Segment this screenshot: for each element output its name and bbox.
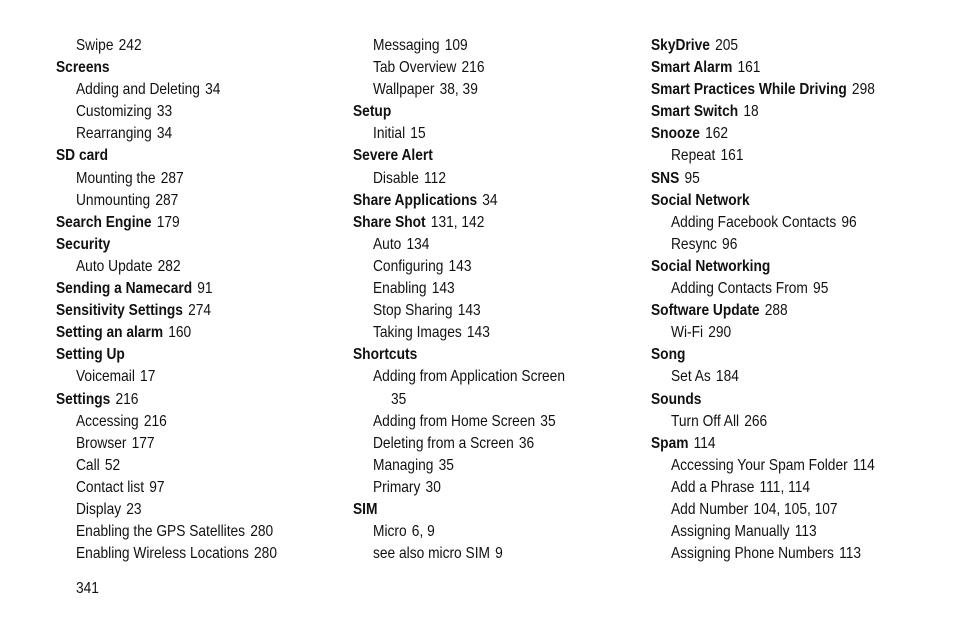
index-page-numbers: 205 <box>715 37 739 54</box>
index-page-numbers: 143 <box>448 257 472 275</box>
index-page-numbers: 274 <box>188 302 212 320</box>
index-subentry <box>373 477 605 499</box>
index-page-numbers: 6, 9 <box>411 523 435 541</box>
index-term: Sensitivity Settings <box>56 302 183 320</box>
index-page-numbers: 280 <box>254 545 277 563</box>
index-term: Security <box>56 235 111 253</box>
index-page-numbers: 131, 142 <box>430 213 485 231</box>
index-subentry <box>671 366 903 388</box>
index-entry <box>651 101 900 123</box>
index-page-numbers: 216 <box>143 412 167 430</box>
index-term: Software Update <box>651 302 760 320</box>
index-term: Configuring <box>373 257 444 275</box>
index-subentry <box>76 256 308 278</box>
index-subentry <box>373 521 605 543</box>
index-term: Deleting from a Screen <box>373 434 514 452</box>
page-number: 341 <box>76 580 99 597</box>
index-subentry <box>76 35 308 57</box>
index-page-numbers: 52 <box>104 456 121 474</box>
index-term: Enabling the GPS Satellites <box>76 523 246 541</box>
index-term: Tab Overview <box>373 59 457 77</box>
index-subentry <box>373 278 605 300</box>
index-subentry <box>76 433 308 455</box>
index-entry <box>353 101 602 123</box>
index-page-numbers: 35 <box>438 456 454 474</box>
index-term: Mounting the <box>76 169 156 187</box>
index-term: Add a Phrase <box>671 478 755 496</box>
index-subentry <box>76 190 308 212</box>
index-entry <box>353 344 602 366</box>
index-page-numbers: 104, 105, 107 <box>753 500 838 518</box>
index-subentry <box>671 521 903 543</box>
index-term: Unmounting <box>76 191 151 209</box>
index-term: Sending a Namecard <box>56 280 193 298</box>
index-term: Settings <box>56 390 111 408</box>
index-term: SkyDrive <box>651 37 710 54</box>
index-entry <box>353 190 602 212</box>
index-subentry <box>671 499 903 521</box>
index-term: Spam <box>651 434 689 452</box>
index-subentry <box>373 366 605 388</box>
index-column-1 <box>56 35 346 565</box>
index-entry <box>56 234 305 256</box>
index-term: see also micro SIM <box>373 545 491 563</box>
index-page-numbers: 114 <box>852 456 875 474</box>
index-term: Accessing Your Spam Folder <box>671 456 848 474</box>
index-page-numbers: 287 <box>160 169 184 187</box>
index-subentry <box>671 278 903 300</box>
index-term: Managing <box>373 456 434 474</box>
index-page-numbers: 96 <box>722 235 738 253</box>
index-term: Auto <box>373 235 402 253</box>
index-page-numbers: 97 <box>149 478 165 496</box>
index-subentry <box>373 234 605 256</box>
index-page-numbers: 134 <box>406 235 430 253</box>
index-entry <box>651 168 900 190</box>
index-term: Add Number <box>671 500 749 518</box>
index-term: SD card <box>56 147 109 165</box>
index-subentry <box>373 79 605 101</box>
index-entry <box>56 389 305 411</box>
index-subentry <box>671 455 903 477</box>
index-term: Social Networking <box>651 257 771 275</box>
index-term: Sounds <box>651 390 702 408</box>
index-entry <box>651 344 900 366</box>
index-column-3 <box>651 35 941 565</box>
index-term: Social Network <box>651 191 750 209</box>
index-subentry <box>671 212 903 234</box>
index-entry <box>353 499 602 521</box>
index-subentry <box>373 35 605 57</box>
index-entry <box>56 300 305 322</box>
index-term: Share Applications <box>353 191 478 209</box>
index-entry <box>651 300 900 322</box>
index-term: Repeat <box>671 147 716 165</box>
index-term: Song <box>651 346 686 364</box>
index-term: Stop Sharing <box>373 302 453 320</box>
index-subentry <box>373 256 605 278</box>
index-subentry <box>76 521 308 543</box>
index-page-numbers: 143 <box>431 280 455 298</box>
index-subentry <box>373 123 605 145</box>
index-page-numbers: 34 <box>156 125 173 143</box>
index-entry <box>651 433 900 455</box>
index-page-numbers: 160 <box>168 324 192 342</box>
index-subentry <box>671 322 903 344</box>
index-page-numbers: 287 <box>155 191 179 209</box>
index-subentry <box>76 411 308 433</box>
index-subentry <box>671 411 903 433</box>
index-page-numbers: 34 <box>482 191 498 209</box>
index-entry <box>651 123 900 145</box>
index-subentry <box>373 411 605 433</box>
index-term: Search Engine <box>56 213 152 231</box>
index-page-numbers: 17 <box>140 368 156 386</box>
index-subentry <box>76 543 308 565</box>
index-term: Setup <box>353 103 392 121</box>
index-subentry <box>76 79 308 101</box>
index-term: Accessing <box>76 412 139 430</box>
index-entry <box>651 57 900 79</box>
index-subentry <box>373 322 605 344</box>
index-subentry <box>671 543 903 565</box>
index-term: Adding from Application Screen <box>373 368 565 386</box>
index-page-numbers: 15 <box>410 125 426 143</box>
index-page-numbers: 112 <box>424 169 446 187</box>
index-term: Adding Facebook Contacts <box>671 213 837 231</box>
index-page-numbers: 113 <box>794 523 817 541</box>
index-entry <box>56 57 305 79</box>
index-entry <box>651 35 900 57</box>
index-term: Assigning Manually <box>671 523 790 541</box>
index-term: Call <box>76 456 100 474</box>
index-page-numbers: 38, 39 <box>439 81 478 99</box>
index-page-numbers: 95 <box>813 280 829 298</box>
index-page-numbers: 162 <box>705 125 729 143</box>
index-page-numbers: 184 <box>715 368 739 386</box>
index-term: Adding from Home Screen <box>373 412 536 430</box>
index-term: Taking Images <box>373 324 462 342</box>
index-page-numbers: 161 <box>737 59 761 77</box>
index-subentry <box>373 455 605 477</box>
index-term: Auto Update <box>76 257 153 275</box>
index-term: Initial <box>373 125 406 143</box>
index-subentry <box>671 477 903 499</box>
index-page-numbers: 143 <box>466 324 490 342</box>
index-page-numbers: 109 <box>444 37 468 54</box>
index-term: Browser <box>76 434 127 452</box>
index-entry <box>651 389 900 411</box>
index-term: Resync <box>671 235 717 253</box>
index-entry <box>56 278 305 300</box>
index-page-numbers: 242 <box>118 37 142 54</box>
index-page-numbers: 177 <box>131 434 155 452</box>
index-page-numbers: 161 <box>720 147 744 165</box>
index-term: Turn Off All <box>671 412 740 430</box>
index-entry <box>56 322 305 344</box>
index-entry <box>651 256 900 278</box>
index-term: Enabling Wireless Locations <box>76 545 249 563</box>
index-subentry <box>671 145 903 167</box>
index-term: Severe Alert <box>353 147 433 165</box>
index-subentry <box>76 101 308 123</box>
index-term: Smart Practices While Driving <box>651 81 847 99</box>
index-page-numbers: 298 <box>851 81 875 99</box>
index-term: Adding Contacts From <box>671 280 808 298</box>
index-page-numbers: 33 <box>156 103 173 121</box>
index-term: SNS <box>651 169 680 187</box>
index-page-numbers: 216 <box>115 390 139 408</box>
index-entry <box>353 145 602 167</box>
index-continuation <box>391 389 608 411</box>
index-term: Wi-Fi <box>671 324 704 342</box>
index-subentry <box>373 433 605 455</box>
index-term: Primary <box>373 478 421 496</box>
index-page-numbers: 266 <box>744 412 768 430</box>
index-term: Adding and Deleting <box>76 81 200 99</box>
index-subentry <box>76 168 308 190</box>
index-subentry <box>373 57 605 79</box>
index-page-numbers: 18 <box>743 103 759 121</box>
index-page-numbers: 111, 114 <box>759 478 811 496</box>
index-entry <box>56 212 305 234</box>
index-subentry <box>76 499 308 521</box>
index-term: Rearranging <box>76 125 152 143</box>
index-page-numbers: 288 <box>764 302 788 320</box>
index-entry <box>56 344 305 366</box>
index-term: Micro <box>373 523 407 541</box>
index-term: Messaging <box>373 37 440 54</box>
index-term: Contact list <box>76 478 145 496</box>
index-entry <box>651 190 900 212</box>
index-page-numbers: 290 <box>708 324 732 342</box>
index-term: Screens <box>56 59 110 77</box>
index-subentry <box>76 455 308 477</box>
index-page-numbers: 23 <box>126 500 142 518</box>
index-page-numbers: 114 <box>693 434 716 452</box>
index-page-numbers: 9 <box>495 545 503 563</box>
index-term: Voicemail <box>76 368 135 386</box>
index-term: Smart Switch <box>651 103 739 121</box>
index-page-numbers: 30 <box>425 478 441 496</box>
index-page-numbers: 143 <box>457 302 481 320</box>
index-subentry <box>373 168 605 190</box>
index-term: Setting an alarm <box>56 324 164 342</box>
index-term: Customizing <box>76 103 152 121</box>
index-page-numbers: 113 <box>839 545 862 563</box>
index-term: Swipe <box>76 37 114 54</box>
index-term: Smart Alarm <box>651 59 733 77</box>
index-term: SIM <box>353 500 378 518</box>
index-term: Wallpaper <box>373 81 435 99</box>
index-page-numbers: 35 <box>540 412 556 430</box>
index-page-numbers: 34 <box>205 81 221 99</box>
index-subentry <box>671 234 903 256</box>
index-page-numbers: 280 <box>250 523 274 541</box>
index-term: Share Shot <box>353 213 426 231</box>
index-page-numbers: 36 <box>518 434 535 452</box>
index-term: Set As <box>671 368 711 386</box>
index-subentry <box>76 123 308 145</box>
index-entry <box>651 79 900 101</box>
index-page-numbers: 35 <box>391 390 407 408</box>
index-column-2 <box>353 35 643 565</box>
index-subentry <box>373 543 605 565</box>
index-page-numbers: 179 <box>156 213 180 231</box>
index-page-numbers: 96 <box>841 213 857 231</box>
index-term: Disable <box>373 169 419 187</box>
index-term: Snooze <box>651 125 700 143</box>
index-term: Display <box>76 500 122 518</box>
index-page-numbers: 91 <box>197 280 213 298</box>
index-term: Setting Up <box>56 346 125 364</box>
index-subentry <box>373 300 605 322</box>
index-term: Shortcuts <box>353 346 418 364</box>
index-page-numbers: 282 <box>157 257 181 275</box>
index-term: Assigning Phone Numbers <box>671 545 834 563</box>
index-term: Enabling <box>373 280 427 298</box>
index-page-numbers: 95 <box>684 169 700 187</box>
index-subentry <box>76 366 308 388</box>
index-page-numbers: 216 <box>461 59 485 77</box>
index-subentry <box>76 477 308 499</box>
index-entry <box>353 212 602 234</box>
index-entry <box>56 145 305 167</box>
